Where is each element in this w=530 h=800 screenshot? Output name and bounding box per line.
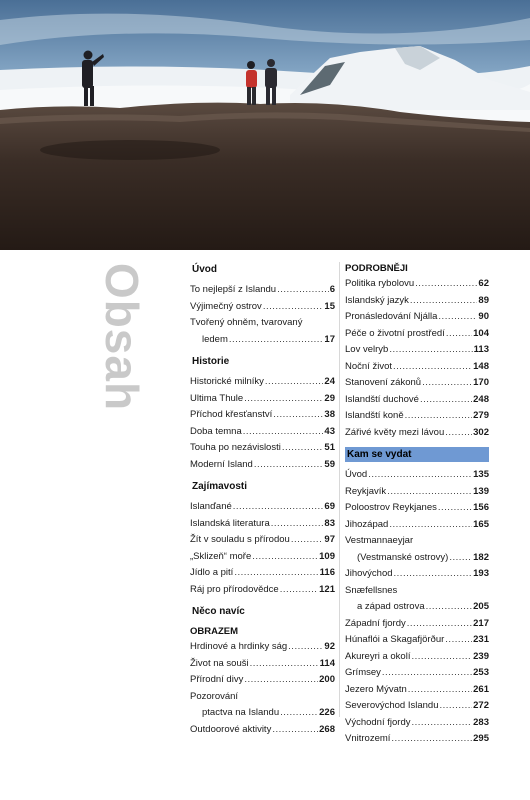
toc-entry-page: 59 (324, 458, 335, 470)
toc-entry-line[interactable]: Snæfellsnes (345, 584, 398, 596)
dot-leader (407, 617, 472, 631)
dot-leader (410, 294, 478, 308)
toc-entry-page: 17 (324, 333, 335, 345)
toc-entry[interactable] (190, 300, 335, 314)
dot-leader (426, 600, 473, 614)
toc-entry-title: Pronásledování Njálla (345, 311, 438, 322)
toc-entry-page: 248 (473, 393, 489, 405)
dot-leader (387, 485, 472, 499)
toc-entry-page: 193 (473, 568, 489, 579)
toc-entry[interactable] (190, 550, 335, 564)
contents-title-text: Obsah (96, 262, 148, 412)
toc-entry[interactable] (190, 458, 335, 472)
toc-entry[interactable] (345, 277, 489, 291)
toc-entry[interactable] (345, 485, 489, 499)
dot-leader (263, 300, 324, 314)
dot-leader (438, 310, 477, 324)
toc-entry[interactable] (345, 294, 489, 308)
toc-entry-title: Islandští koně (345, 410, 404, 421)
toc-entry-title: a západ ostrova (357, 601, 425, 612)
toc-entry[interactable] (190, 408, 335, 422)
toc-entry-page: 279 (473, 410, 489, 421)
toc-entry-title: Stanovení zákonů (345, 377, 422, 388)
toc-entry-line[interactable]: Tvořený ohněm, tvarovaný (190, 317, 303, 328)
toc-entry-title: (Vestmanské ostrovy) (357, 551, 449, 563)
toc-entry-page: 6 (329, 284, 335, 295)
subsection-heading: PODROBNĚJI (345, 263, 408, 274)
section-heading-uvod (190, 262, 335, 277)
toc-entry[interactable] (190, 517, 335, 531)
toc-entry[interactable] (345, 699, 489, 713)
dot-leader (439, 699, 472, 713)
dot-leader (438, 501, 472, 515)
toc-entry[interactable] (190, 640, 335, 654)
section-heading-kam-se-vydat (345, 447, 489, 462)
toc-entry-title: Poloostrov Reykjanes (345, 502, 437, 513)
toc-entry-title: Politika rybolovu (345, 278, 415, 289)
toc-entry-page: 272 (473, 700, 489, 711)
toc-entry-title: Moderní Island (190, 458, 253, 470)
toc-right-column (345, 262, 489, 749)
toc-entry[interactable] (345, 360, 489, 374)
dot-leader (446, 327, 472, 341)
toc-entry[interactable] (345, 409, 489, 423)
toc-entry-page: 239 (473, 650, 489, 662)
toc-entry-page: 113 (473, 344, 489, 355)
dot-leader (234, 566, 318, 580)
dot-leader (280, 583, 318, 597)
toc-entry-title: Zářivé květy mezi lávou (345, 426, 445, 438)
dot-leader (282, 441, 324, 455)
toc-entry[interactable] (190, 333, 335, 347)
dot-leader (394, 567, 473, 581)
dot-leader (252, 550, 318, 564)
toc-entry[interactable] (345, 343, 489, 357)
dot-leader (411, 650, 472, 664)
dot-leader (368, 468, 472, 482)
toc-entry-line[interactable]: Vestmannaeyjar (345, 535, 414, 546)
toc-entry-title: Outdoorové aktivity (190, 723, 272, 735)
toc-entry-page: 200 (319, 674, 335, 685)
toc-entry[interactable] (345, 551, 489, 565)
toc-entry-page: 24 (324, 376, 335, 387)
toc-entry-title: Ráj pro přírodovědce (190, 583, 279, 595)
toc-entry[interactable] (345, 732, 489, 746)
toc-entry-page: 302 (473, 426, 489, 438)
toc-entry-title: Žít v souladu s přírodou (190, 534, 290, 545)
dot-leader (244, 392, 323, 406)
toc-entry-page: 38 (324, 409, 335, 420)
toc-entry-page: 92 (324, 641, 335, 652)
toc-entry-page: 135 (473, 469, 489, 480)
toc-entry-title: Jezero Mývatn (345, 683, 407, 695)
toc-entry-page: 182 (473, 551, 489, 563)
toc-entry[interactable] (345, 376, 489, 390)
dot-leader (382, 666, 472, 680)
dot-leader (272, 723, 318, 737)
toc-entry-title: Grímsey (345, 667, 381, 678)
dot-leader (250, 657, 319, 671)
section-heading-label: Historie (192, 356, 230, 367)
toc-entry[interactable] (345, 327, 489, 341)
toc-entry-page: 51 (324, 442, 335, 453)
toc-entry-title: Jihozápad (345, 518, 389, 530)
dot-leader (389, 343, 472, 357)
toc-entry-title: Úvod (345, 469, 368, 480)
dot-leader (445, 426, 472, 440)
contents-title (92, 262, 152, 412)
dot-leader (288, 640, 323, 654)
dot-leader (280, 706, 318, 720)
toc-entry-title: Péče o životní prostředí (345, 327, 445, 339)
toc-entry-title: Východní fjordy (345, 716, 411, 728)
section-heading-label: Zajímavosti (192, 481, 248, 492)
toc-entry-page: 139 (473, 485, 489, 497)
toc-entry-page: 268 (319, 723, 335, 735)
toc-entry[interactable] (190, 566, 335, 580)
toc-entry[interactable] (345, 567, 489, 581)
toc-entry-title: Severovýchod Islandu (345, 700, 439, 711)
toc-entry-page: 205 (473, 601, 489, 612)
toc-entry-title: Vnitrozemí (345, 733, 391, 744)
toc-entry-title: ledem (202, 333, 228, 345)
toc-entry-page: 89 (478, 294, 489, 306)
toc-entry-title: Hrdinové a hrdinky ság (190, 641, 288, 652)
toc-entry-page: 217 (473, 617, 489, 629)
dot-leader (273, 408, 323, 422)
toc-entry-title: To nejlepší z Islandu (190, 284, 277, 295)
section-heading-label: Něco navíc (192, 606, 245, 617)
column-divider (339, 262, 340, 717)
toc-entry-title: ptactva na Islandu (202, 707, 280, 718)
toc-entry-page: 109 (319, 550, 335, 562)
toc-entry[interactable] (345, 683, 489, 697)
toc-entry[interactable] (345, 600, 489, 614)
toc-entry-title: Islanďané (190, 501, 232, 512)
dot-leader (271, 517, 324, 531)
toc-entry-line[interactable]: Pozorování (190, 690, 239, 702)
toc-entry[interactable] (345, 426, 489, 440)
dot-leader (233, 500, 324, 514)
toc-entry[interactable] (190, 441, 335, 455)
dot-leader (265, 375, 324, 389)
section-heading-zajimavosti (190, 479, 335, 494)
toc-entry-title: Lov velryb (345, 344, 389, 355)
toc-entry-title: „Sklizeň“ moře (190, 550, 252, 562)
dot-leader (405, 409, 473, 423)
toc-entry[interactable] (190, 425, 335, 439)
toc-entry[interactable] (345, 468, 489, 482)
toc-entry-page: 156 (473, 502, 489, 513)
dot-leader (244, 673, 318, 687)
toc-entry-title: Výjimečný ostrov (190, 300, 262, 312)
toc-entry[interactable] (345, 633, 489, 647)
toc-entry-page: 29 (324, 392, 335, 404)
dot-leader (291, 533, 324, 547)
toc-entry[interactable] (345, 617, 489, 631)
toc-entry-title: Jídlo a pití (190, 567, 234, 578)
toc-entry-title: Přírodní divy (190, 674, 244, 685)
toc-entry-title: Historické milníky (190, 376, 264, 387)
dot-leader (229, 333, 324, 347)
toc-entry-page: 90 (478, 311, 489, 322)
toc-entry-title: Reykjavík (345, 485, 387, 497)
toc-entry-page: 253 (473, 667, 489, 678)
toc-entry-title: Doba temna (190, 425, 242, 437)
toc-entry[interactable] (345, 666, 489, 680)
section-heading-label: Kam se vydat (347, 449, 412, 460)
toc-entry[interactable] (190, 283, 335, 297)
toc-entry[interactable] (190, 706, 335, 720)
toc-entry-page: 62 (478, 278, 489, 289)
dot-leader (243, 425, 324, 439)
cover-photo (0, 0, 530, 250)
dot-leader (408, 683, 472, 697)
toc-entry-page: 231 (473, 634, 489, 645)
toc-entry[interactable] (345, 716, 489, 730)
toc-entry-page: 148 (473, 360, 489, 372)
toc-entry[interactable] (190, 723, 335, 737)
toc-left-column (190, 262, 335, 739)
toc-entry-title: Akureyri a okolí (345, 650, 411, 662)
toc-entry-page: 15 (324, 300, 335, 312)
toc-entry[interactable] (345, 310, 489, 324)
toc-entry[interactable] (345, 501, 489, 515)
toc-entry-title: Islandská literatura (190, 517, 270, 529)
subsection-heading: OBRAZEM (190, 626, 239, 637)
toc-entry[interactable] (345, 650, 489, 664)
toc-entry-page: 226 (319, 707, 335, 718)
toc-entry-title: Noční život (345, 360, 392, 372)
toc-entry-page: 261 (473, 683, 489, 695)
dot-leader (254, 458, 324, 472)
dot-leader (389, 518, 472, 532)
toc-entry-page: 116 (319, 567, 335, 578)
toc-entry-page: 97 (324, 534, 335, 545)
toc-entry-page: 283 (473, 716, 489, 728)
toc-entry[interactable] (345, 518, 489, 532)
toc-entry[interactable] (190, 673, 335, 687)
toc-entry-title: Příchod křesťanství (190, 409, 273, 420)
toc-entry[interactable] (345, 393, 489, 407)
toc-entry[interactable] (190, 392, 335, 406)
dot-leader (449, 551, 472, 565)
toc-entry[interactable] (190, 375, 335, 389)
toc-entry-page: 69 (324, 501, 335, 512)
section-heading-historie (190, 354, 335, 369)
toc-entry-page: 43 (324, 425, 335, 437)
toc-entry-page: 295 (473, 733, 489, 744)
dot-leader (411, 716, 472, 730)
toc-entry-title: Islandští duchové (345, 393, 419, 405)
toc-entry[interactable] (190, 533, 335, 547)
toc-entry-page: 170 (473, 377, 489, 388)
dot-leader (277, 283, 329, 297)
toc-entry-page: 104 (473, 327, 489, 339)
dot-leader (445, 633, 472, 647)
toc-entry[interactable] (190, 500, 335, 514)
toc-entry-page: 83 (324, 517, 335, 529)
toc-entry-title: Život na souši (190, 657, 249, 669)
toc-entry-title: Ultima Thule (190, 392, 244, 404)
dot-leader (391, 732, 472, 746)
toc-entry-title: Touha po nezávislosti (190, 442, 281, 453)
toc-entry-page: 165 (473, 518, 489, 530)
section-heading-label: Úvod (192, 264, 217, 275)
dot-leader (415, 277, 477, 291)
toc-entry-title: Jihovýchod (345, 568, 393, 579)
toc-entry-title: Západní fjordy (345, 617, 406, 629)
toc-entry-title: Húnaflói a Skagafjörður (345, 634, 445, 645)
dot-leader (422, 376, 472, 390)
dot-leader (393, 360, 472, 374)
dot-leader (420, 393, 472, 407)
section-heading-neco-navic (190, 604, 335, 619)
toc-entry-title: Islandský jazyk (345, 294, 409, 306)
toc-entry[interactable] (190, 583, 335, 597)
toc-entry[interactable] (190, 657, 335, 671)
toc-entry-page: 114 (319, 657, 335, 669)
toc-entry-page: 121 (319, 583, 335, 595)
